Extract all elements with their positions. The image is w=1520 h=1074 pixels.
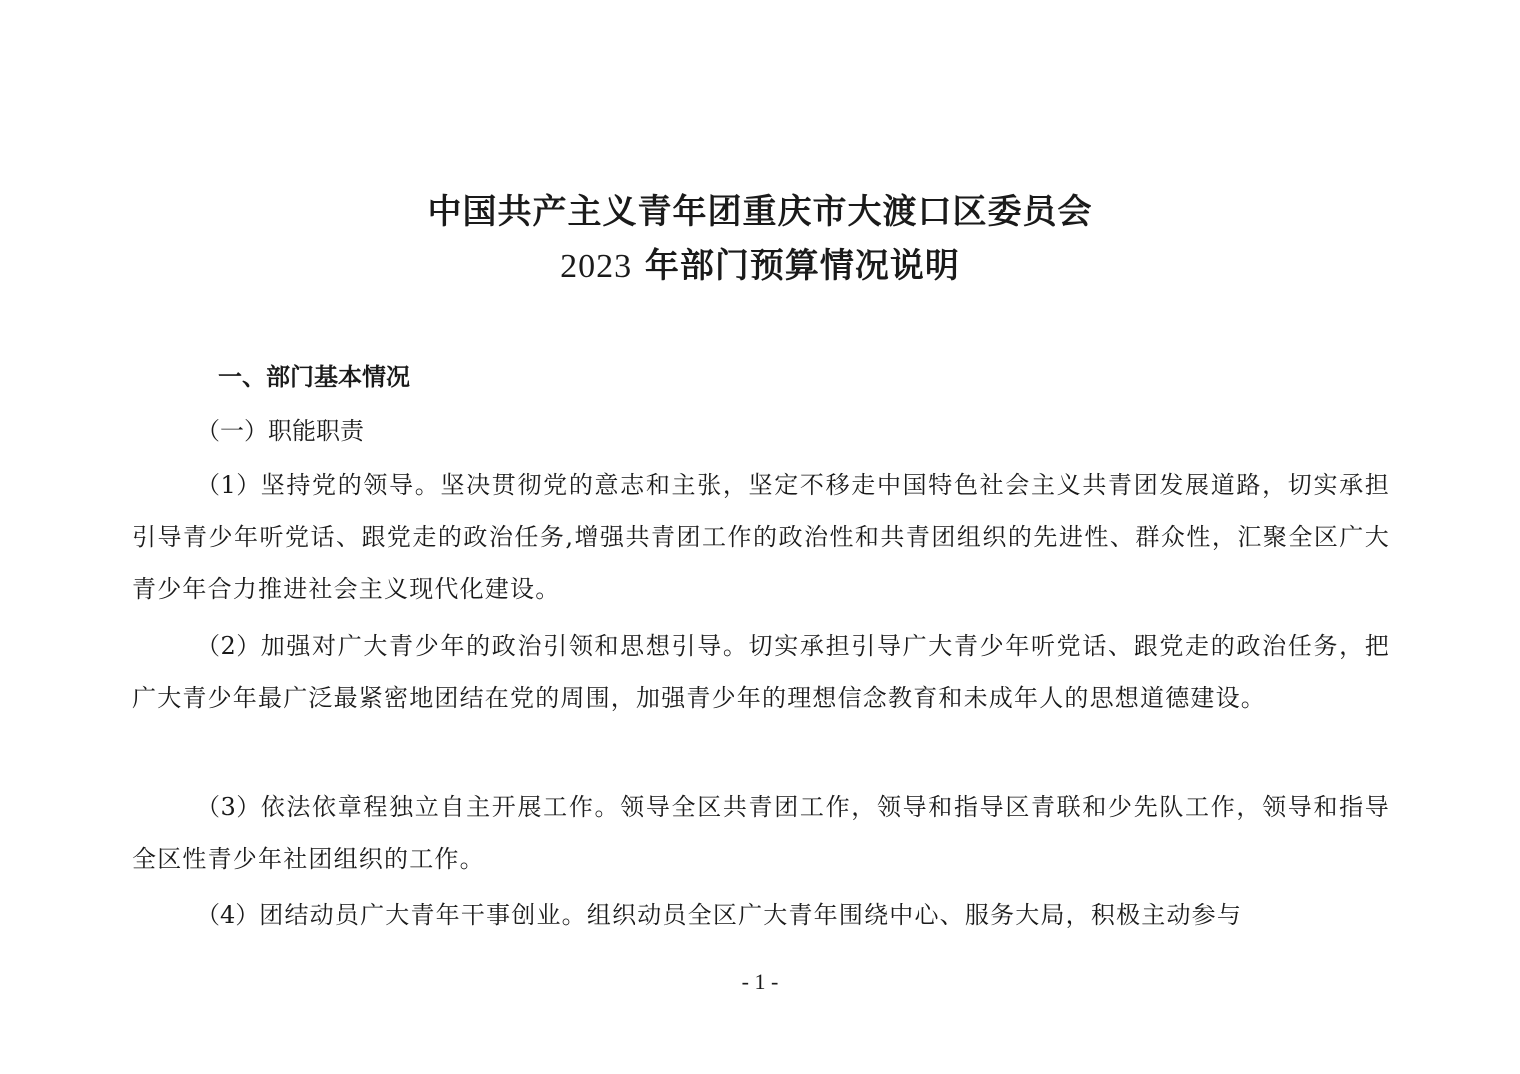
paragraph-1	[132, 459, 1390, 615]
title-line2-text: 年部门预算情况说明	[632, 246, 960, 286]
paragraph-4	[132, 889, 1390, 941]
paragraph-text: 加强对广大青少年的政治引领和思想引导。切实承担引导广大青少年听党话、跟党走的政治任务，把广大青少年最广泛最紧密地团结在党的周围，加强青少年的理想信念教育和未成年人的思想道德建设。	[132, 632, 1390, 712]
paragraph-text: 团结动员广大青年干事创业。组织动员全区广大青年围绕中心、服务大局，积极主动参与	[259, 901, 1243, 929]
paragraph-number: （3）	[196, 793, 261, 821]
paragraph-3	[132, 781, 1390, 885]
paragraph-number: （1）	[196, 471, 261, 499]
page-number: - 1 -	[741, 969, 779, 994]
document-title-line2	[0, 246, 1520, 287]
paragraph-number: （2）	[196, 632, 261, 660]
subsection-heading: （一）职能职责	[196, 417, 364, 445]
paragraph-text: 坚持党的领导。坚决贯彻党的意志和主张，坚定不移走中国特色社会主义共青团发展道路，切实承担引导青少年听党话、跟党走的政治任务,增强共青团工作的政治性和共青团组织的先进性、群众性，汇聚全区广大青少年合力推进社会主义现代化建设。	[132, 471, 1390, 603]
paragraph-text: 依法依章程独立自主开展工作。领导全区共青团工作，领导和指导区青联和少先队工作，领导和指导全区性青少年社团组织的工作。	[132, 793, 1390, 873]
paragraph-number: （4）	[196, 901, 260, 929]
paragraph-2	[132, 620, 1390, 724]
title-year: 2023	[560, 248, 633, 285]
section-heading: 一、部门基本情况	[218, 363, 410, 391]
document-title-line1: 中国共产主义青年团重庆市大渡口区委员会	[427, 192, 1093, 232]
